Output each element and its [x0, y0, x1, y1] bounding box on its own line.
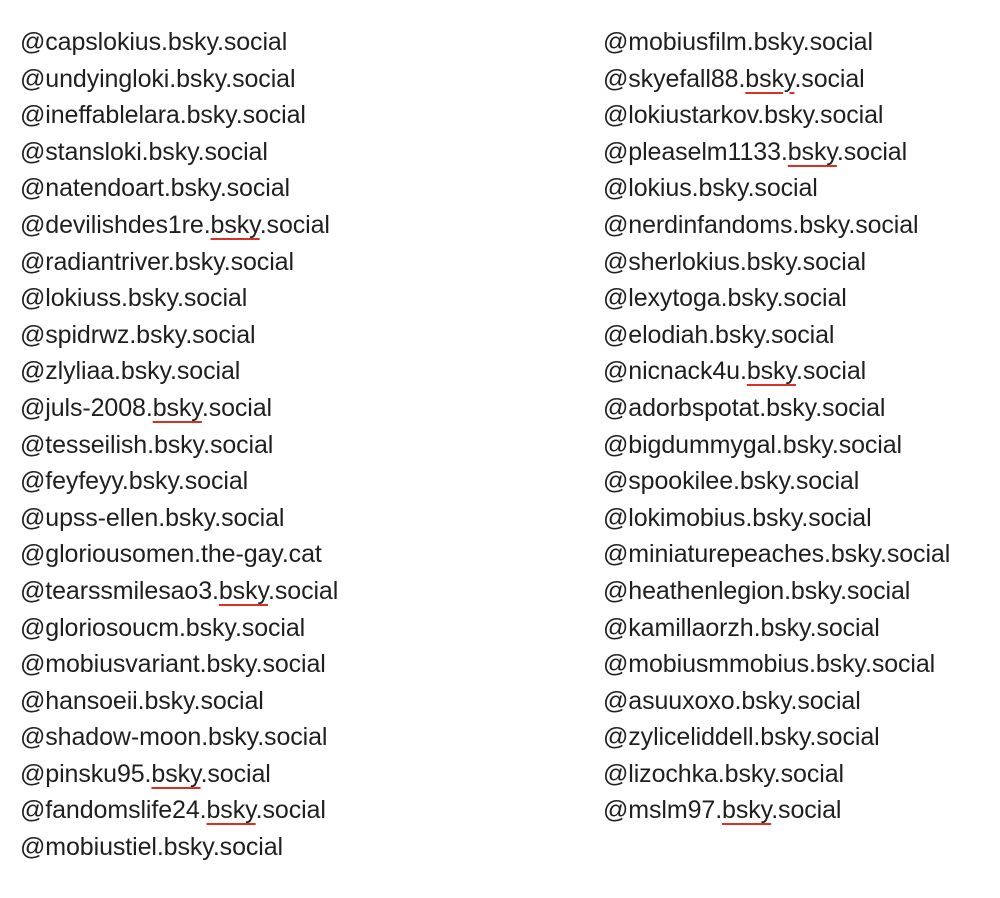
handle-line[interactable]: [603, 573, 950, 610]
handle-text: @lokiustarkov.bsky.social: [603, 101, 884, 130]
handle-text-suffix: .social: [200, 759, 271, 788]
handle-text: @bigdummygal.bsky.social: [603, 430, 903, 459]
handle-text: @tearssmilesao3.: [20, 576, 219, 605]
handle-text: @spookilee.bsky.social: [603, 467, 860, 496]
spellcheck-flagged-word[interactable]: bsky: [218, 576, 269, 605]
handle-text: @radiantriver.bsky.social: [20, 247, 294, 276]
handle-text: @pleaselm1133.: [603, 137, 788, 166]
handle-text: @miniaturepeaches.bsky.social: [603, 540, 951, 569]
handle-line[interactable]: [20, 317, 338, 354]
handle-line[interactable]: [20, 829, 338, 866]
handle-text: @nerdinfandoms.bsky.social: [603, 210, 919, 239]
handle-text: @mobiustiel.bsky.social: [20, 833, 283, 862]
handle-text-suffix: .social: [268, 576, 339, 605]
handle-text-suffix: .social: [259, 210, 330, 239]
spellcheck-flagged-word[interactable]: bsky: [722, 796, 772, 825]
handle-text: @nicnack4u.: [603, 357, 747, 386]
handle-line[interactable]: [603, 24, 950, 61]
handle-line[interactable]: [20, 280, 338, 317]
handle-line[interactable]: [603, 170, 950, 207]
handle-line[interactable]: [603, 756, 950, 793]
handle-text: @adorbspotat.bsky.social: [603, 393, 886, 422]
handle-text: @mobiusfilm.bsky.social: [603, 28, 873, 56]
handle-text-suffix: .social: [836, 137, 908, 166]
handle-list-left: [20, 24, 338, 866]
handle-line[interactable]: [20, 756, 338, 793]
handle-text-suffix: .social: [794, 64, 865, 93]
handle-line[interactable]: [20, 207, 338, 244]
handle-line[interactable]: [20, 719, 338, 756]
handle-line[interactable]: [603, 244, 950, 281]
handle-line[interactable]: [603, 610, 950, 647]
handle-text: @lexytoga.bsky.social: [603, 284, 847, 313]
handle-text: @natendoart.bsky.social: [20, 174, 290, 203]
handle-text: @mobiusmmobius.bsky.social: [603, 650, 936, 679]
spellcheck-flagged-word[interactable]: bsky: [787, 137, 837, 166]
handle-line[interactable]: [20, 427, 338, 464]
handle-line[interactable]: [20, 683, 338, 720]
handle-text: @zlyliaa.bsky.social: [20, 357, 241, 386]
handle-text-suffix: .social: [201, 393, 273, 422]
spellcheck-flagged-word[interactable]: bsky: [746, 357, 796, 386]
handle-text: @lizochka.bsky.social: [603, 759, 844, 788]
handle-list-right: [603, 24, 950, 829]
handle-text: @undyingloki.bsky.social: [20, 64, 296, 93]
handle-line[interactable]: [20, 610, 338, 647]
handle-text: @capslokius.bsky.social: [20, 28, 288, 56]
handle-text: @feyfeyy.bsky.social: [20, 467, 249, 496]
handle-text: @asuuxoxo.bsky.social: [603, 686, 861, 715]
handle-line[interactable]: [20, 500, 338, 537]
handle-text: @shadow-moon.bsky.social: [20, 723, 328, 752]
handle-text-suffix: .social: [255, 796, 326, 825]
handle-text: @lokimobius.bsky.social: [603, 503, 872, 532]
handle-line[interactable]: [20, 244, 338, 281]
handle-text: @tesseilish.bsky.social: [20, 430, 274, 459]
handle-text: @pinsku95.: [20, 759, 152, 788]
handle-line[interactable]: [603, 427, 950, 464]
handle-line[interactable]: [603, 280, 950, 317]
handle-line[interactable]: [20, 170, 338, 207]
handle-text: @stansloki.bsky.social: [20, 137, 268, 166]
handle-line[interactable]: [603, 134, 950, 171]
handle-line[interactable]: [603, 792, 950, 829]
handle-text: @juls-2008.: [20, 393, 153, 422]
handle-text: @gloriousomen.the-gay.cat: [20, 540, 322, 569]
handle-text: @devilishdes1re.: [20, 210, 211, 239]
handle-line[interactable]: [20, 573, 338, 610]
handle-line[interactable]: [20, 24, 338, 61]
handle-line[interactable]: [603, 317, 950, 354]
handle-line[interactable]: [20, 536, 338, 573]
handle-line[interactable]: [20, 61, 338, 98]
handle-line[interactable]: [603, 61, 950, 98]
handle-line[interactable]: [603, 683, 950, 720]
handle-text: @lokiuss.bsky.social: [20, 284, 248, 313]
spellcheck-flagged-word[interactable]: bsky: [210, 210, 260, 239]
handle-text: @upss-ellen.bsky.social: [20, 503, 285, 532]
handle-text: @skyefall88.: [603, 64, 746, 93]
handle-text: @spidrwz.bsky.social: [20, 320, 256, 349]
handle-line[interactable]: [603, 207, 950, 244]
handle-text: @gloriosoucm.bsky.social: [20, 613, 306, 642]
handle-text-suffix: .social: [771, 796, 842, 825]
handle-line[interactable]: [603, 97, 950, 134]
spellcheck-flagged-word[interactable]: bsky: [206, 796, 256, 825]
handle-text: @mobiusvariant.bsky.social: [20, 650, 326, 679]
handle-text: @mslm97.: [603, 796, 723, 825]
handle-text: @ineffablelara.bsky.social: [20, 101, 306, 130]
handle-line[interactable]: [603, 390, 950, 427]
handle-text: @elodiah.bsky.social: [603, 320, 835, 349]
handle-line[interactable]: [603, 500, 950, 537]
spellcheck-flagged-word[interactable]: bsky: [151, 759, 201, 788]
handle-line[interactable]: [603, 536, 950, 573]
handle-text: @heathenlegion.bsky.social: [603, 576, 911, 605]
handle-line[interactable]: [20, 646, 338, 683]
handle-text: @sherlokius.bsky.social: [603, 247, 866, 276]
handle-line[interactable]: [20, 97, 338, 134]
handle-line[interactable]: [20, 353, 338, 390]
handle-line[interactable]: [20, 463, 338, 500]
handle-line[interactable]: [20, 134, 338, 171]
handle-line[interactable]: [603, 353, 950, 390]
handle-text: @hansoeii.bsky.social: [20, 686, 264, 715]
handle-line[interactable]: [603, 463, 950, 500]
handle-text: @zyliceliddell.bsky.social: [603, 723, 880, 752]
handle-text: @kamillaorzh.bsky.social: [603, 613, 880, 642]
handle-line[interactable]: [20, 390, 338, 427]
handle-text: @fandomslife24.: [20, 796, 207, 825]
handle-line[interactable]: [603, 719, 950, 756]
spellcheck-flagged-word[interactable]: bsky: [745, 64, 795, 93]
spellcheck-flagged-word[interactable]: bsky: [152, 393, 202, 422]
handle-text-suffix: .social: [795, 357, 867, 386]
handle-text: @lokius.bsky.social: [603, 174, 818, 203]
handle-line[interactable]: [603, 646, 950, 683]
handle-line[interactable]: [20, 792, 338, 829]
